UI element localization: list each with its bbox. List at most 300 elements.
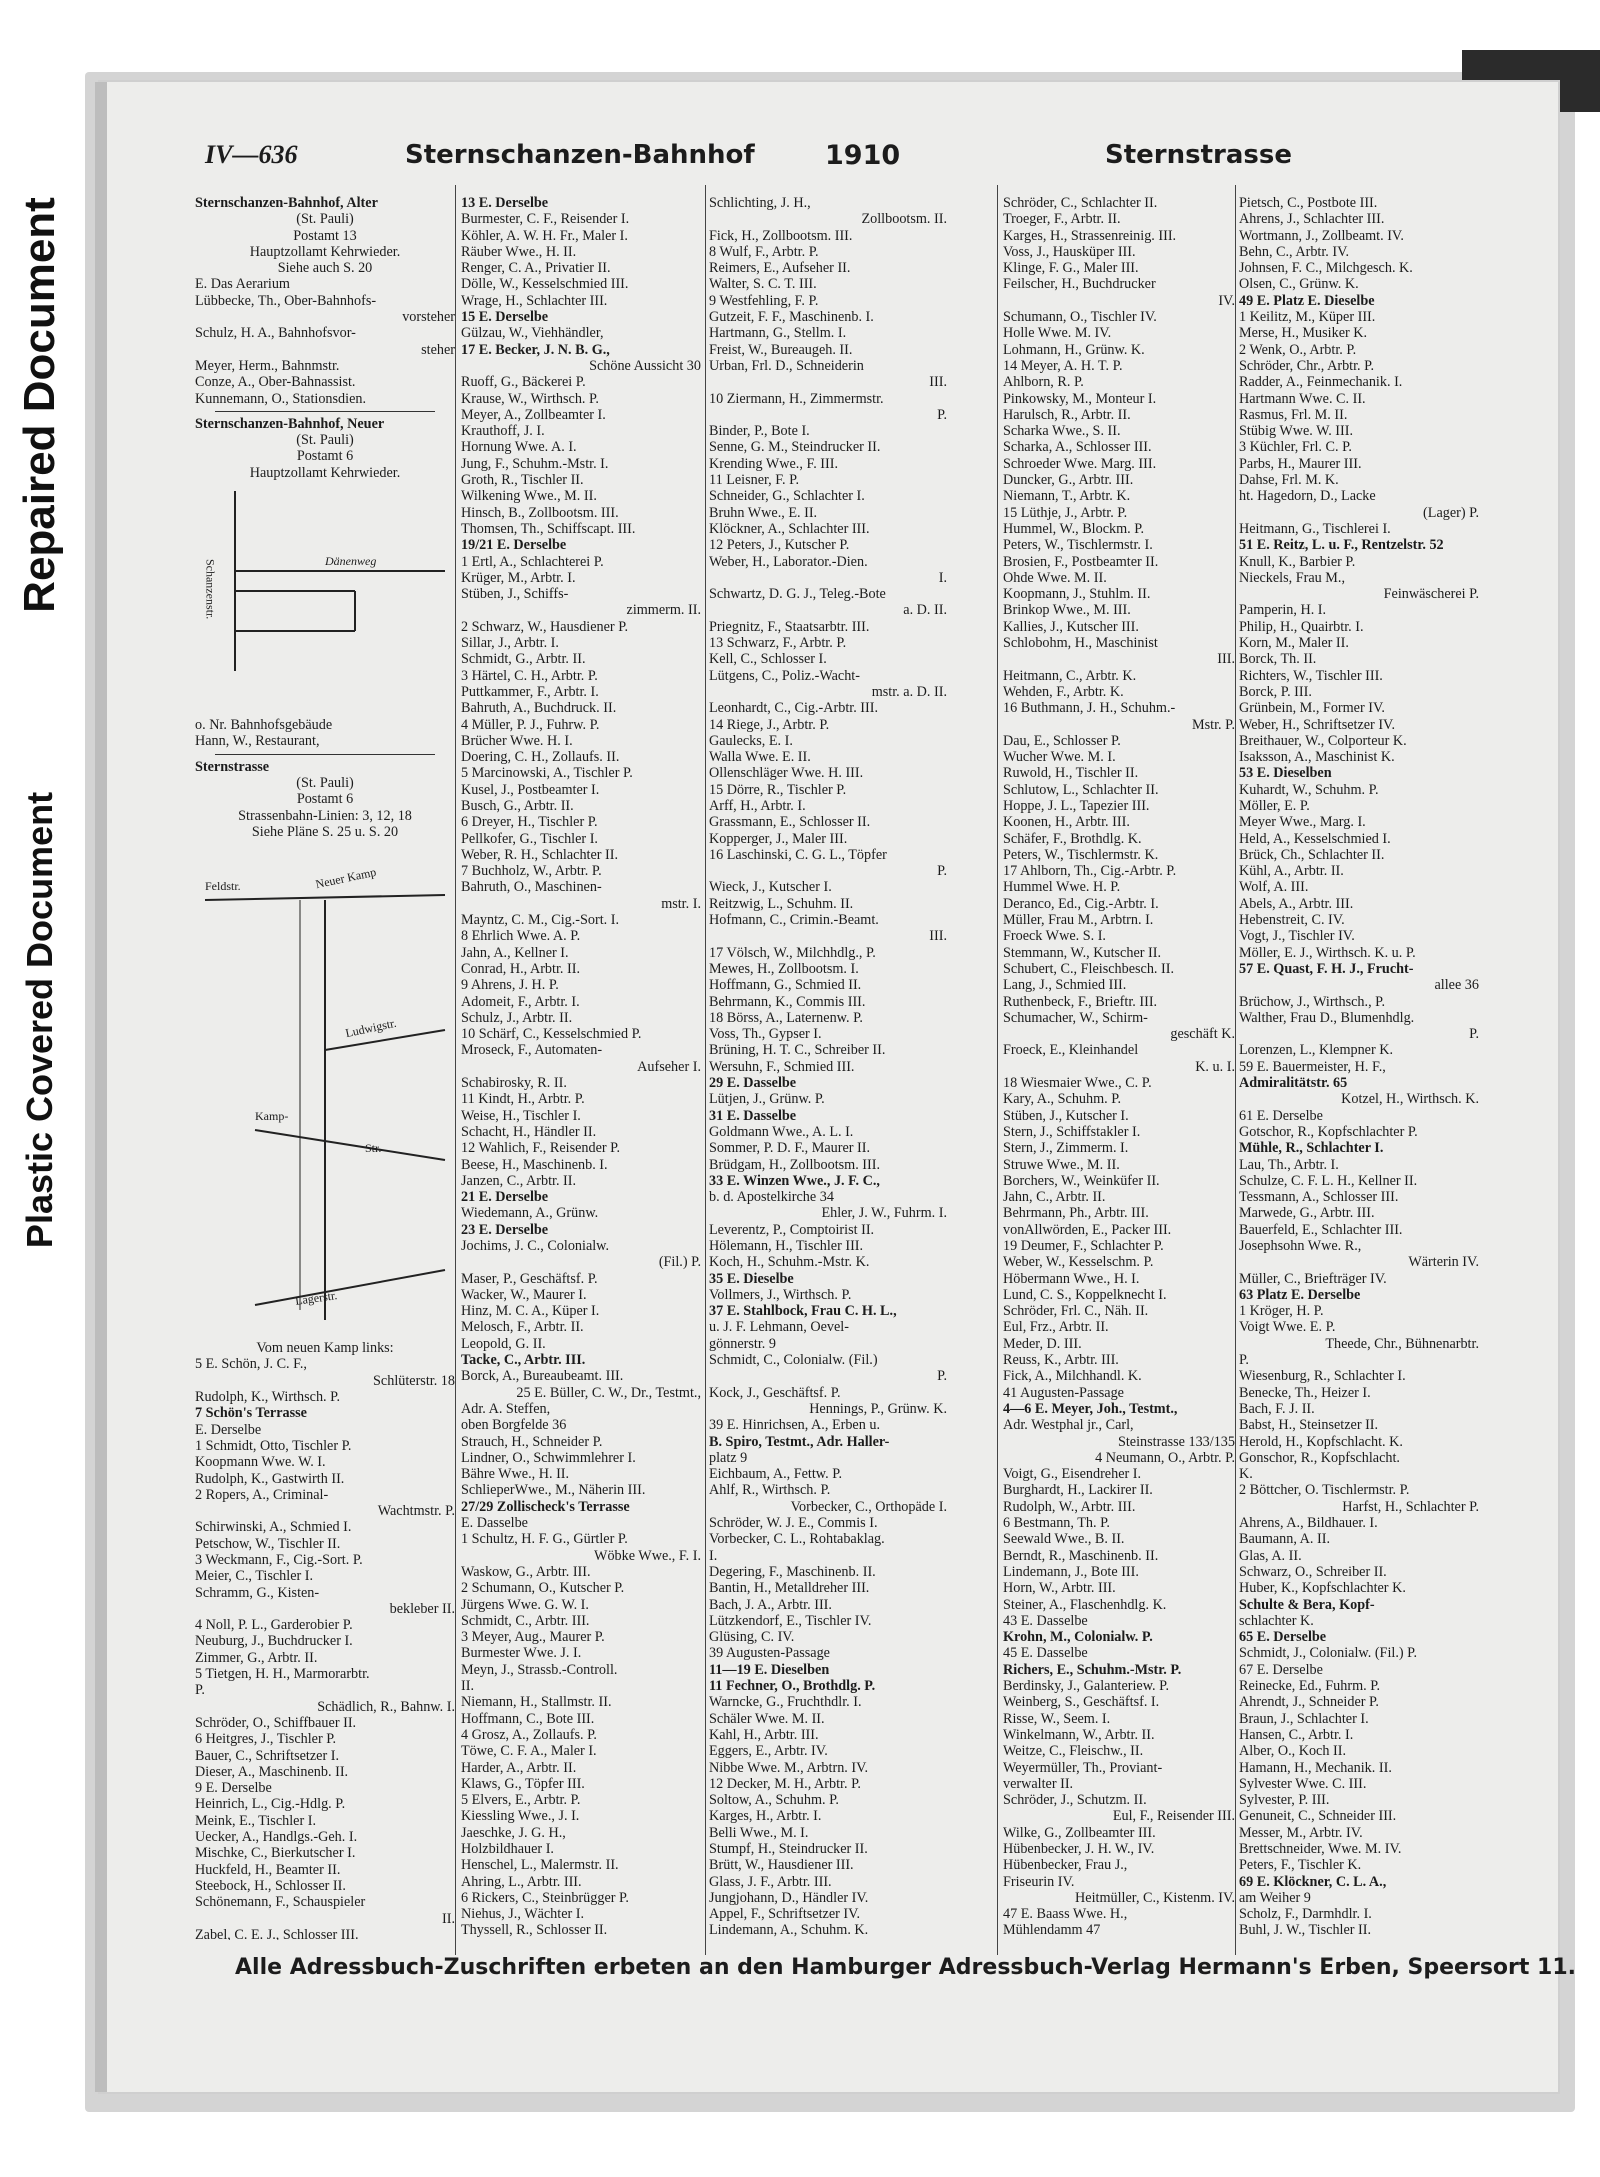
entry-line: Brüchow, J., Wirthsch., P. [1239, 993, 1386, 1010]
bahnhof-street-map [195, 481, 455, 717]
entry-line: 18 Wiesmaier Wwe., C. P. [1003, 1075, 1152, 1092]
entry-line: Köhler, A. W. H. Fr., Maler I. [461, 227, 628, 244]
entry-line: Harfst, H., Schlachter P. [1342, 1498, 1479, 1515]
entry-line: 12 Wahlich, F., Reisender P. [461, 1140, 621, 1157]
entry-line: Benecke, Th., Heizer I. [1239, 1384, 1371, 1401]
entry-line: Parbs, H., Maurer III. [1239, 455, 1362, 472]
entry-line: 5 Tietgen, H. H., Marmorarbtr. [195, 1666, 370, 1683]
entry-line: Gotschor, R., Kopfschlachter P. [1239, 1123, 1418, 1140]
entry-line: Aufseher I. [637, 1058, 701, 1075]
entry-line: Kallies, J., Kutscher III. [1003, 618, 1139, 635]
entry-line: 35 E. Dieselbe [709, 1270, 794, 1287]
entry-line: P. [937, 863, 947, 880]
entry-line: Grünbein, M., Former IV. [1239, 700, 1385, 717]
entry-line: Senne, G. M., Steindrucker II. [709, 439, 881, 456]
column-3 [709, 195, 947, 1940]
entry-line: Meier, C., Tischler I. [195, 1568, 314, 1585]
entry-line: 41 Augusten-Passage [1003, 1384, 1124, 1401]
entry-line: Adr. A. Steffen, [461, 1400, 551, 1417]
entry-line: Lindemann, J., Bote III. [1003, 1563, 1139, 1580]
entry-line: Pamperin, H. I. [1239, 602, 1327, 619]
entry-line: 53 E. Dieselben [1239, 765, 1332, 782]
entry-line: 49 E. Platz E. Dieselbe [1239, 292, 1375, 309]
entry-line: Ruwold, H., Tischler II. [1003, 765, 1139, 782]
entry-line: Struwe Wwe., M. II. [1003, 1156, 1120, 1173]
entry-line [709, 1939, 947, 1940]
entry-line: Krohn, M., Colonialw. P. [1003, 1629, 1153, 1646]
entry-line: Kary, A., Schuhm. P. [1003, 1091, 1122, 1108]
entry-line: Holle Wwe. M. IV. [1003, 325, 1112, 342]
entry-line: Wehden, F., Arbtr. K. [1003, 683, 1124, 700]
entry-line: Ahrens, A., Bildhauer. I. [1239, 1515, 1378, 1532]
entry-line: Schroeder Wwe. Marg. III. [1003, 455, 1157, 472]
entry-line: Eul, F., Reisender III. [1112, 1808, 1235, 1825]
entry-line: Theede, Chr., Bühnenarbtr. [1325, 1335, 1479, 1352]
entry-line: Froeck, E., Kleinhandel [1003, 1042, 1139, 1059]
entry-line: Held, A., Kesselschmied I. [1239, 830, 1391, 847]
entry-line: Weise, H., Tischler I. [461, 1107, 581, 1124]
entry-line: Zimmer, G., Arbtr. II. [195, 1649, 318, 1666]
entry-line: Reitzwig, L., Schuhm. II. [709, 895, 854, 912]
entry-line: Jung, F., Schuhm.-Mstr. I. [461, 455, 609, 472]
entry-line: Renger, C. A., Privatier II. [461, 260, 611, 277]
entry-line: 4 Noll, P. L., Garderobier P. [195, 1617, 353, 1634]
entry-line: Meyer, Herm., Bahnmstr. [195, 357, 340, 374]
entry-line: Winkelmann, W., Arbtr. II. [1003, 1726, 1155, 1743]
entry-line: Sternschanzen-Bahnhof, Alter [195, 195, 378, 211]
entry-line: P. [195, 1682, 205, 1699]
entry-line: 7 Schön's Terrasse [195, 1405, 307, 1422]
entry-line: P. [1239, 1352, 1249, 1369]
entry-line: Mewes, H., Zollbootsm. I. [709, 960, 859, 977]
entry-line: Neuburg, J., Buchdrucker I. [195, 1633, 353, 1650]
map-street-label: Schanzenstr. [203, 559, 218, 620]
entry-line: Wolf, A. III. [1239, 879, 1309, 896]
entry-line: 9 Ahrens, J. H. P. [461, 977, 559, 994]
entry-line: schlachter K. [1239, 1612, 1314, 1629]
entry-line: Schulz, H. A., Bahnhofsvor- [195, 325, 356, 342]
entry-line: Schröder, J., Schutzm. II. [1003, 1792, 1147, 1809]
entry-line: Wieck, J., Kutscher I. [709, 879, 832, 896]
entry-line: 25 E. Büller, C. W., Dr., Testmt., [516, 1384, 701, 1401]
entry-line: Ohde Wwe. M. II. [1003, 569, 1107, 586]
entry-line: Ehler, J. W., Fuhrm. I. [821, 1205, 947, 1222]
entry-line: Hann, W., Restaurant, [195, 733, 320, 750]
entry-line: Hoppe, J. L., Tapezier III. [1003, 797, 1150, 814]
entry-line: Hinsch, B., Zollbootsm. III. [461, 504, 619, 521]
entry-line: (St. Pauli) [296, 211, 354, 228]
entry-line: Bahruth, A., Buchdruck. II. [461, 700, 617, 717]
entry-line: Hansen, C., Arbtr. I. [1239, 1726, 1354, 1743]
entry-line: K. [1239, 1466, 1253, 1483]
entry-line: Schacht, H., Händler II. [461, 1123, 597, 1140]
entry-line: II. [461, 1678, 474, 1695]
entry-line: Höbermann Wwe., H. I. [1003, 1270, 1140, 1287]
entry-line: Brück, Ch., Schlachter II. [1239, 846, 1385, 863]
entry-line: Warncke, G., Fruchthdlr. I. [709, 1694, 862, 1711]
entry-line: (St. Pauli) [296, 774, 354, 791]
entry-line: Peters, F., Tischler K. [1239, 1857, 1362, 1874]
entry-line: Bach, F. J. II. [1239, 1400, 1315, 1417]
entry-line: Lützkendorf, E., Tischler IV. [709, 1612, 872, 1629]
entry-line: Wöbke Wwe., F. I. [594, 1547, 701, 1564]
entry-line: Gonschor, R., Kopfschlacht. [1239, 1449, 1400, 1466]
entry-line: 13 Schwarz, F., Arbtr. P. [709, 635, 847, 652]
entry-line: Busch, G., Arbtr. II. [461, 797, 574, 814]
entry-line: Gutzeit, F. F., Maschinenb. I. [709, 309, 874, 326]
entry-line: Voss, J., Hausküper III. [1003, 243, 1136, 260]
entry-line: Braun, J., Schlachter I. [1239, 1710, 1369, 1727]
entry-line: Risse, W., Seem. I. [1003, 1710, 1111, 1727]
entry-line: Jochims, J. C., Colonialw. [461, 1238, 610, 1254]
entry-line: Mischke, C., Bierkutscher I. [195, 1845, 356, 1862]
entry-line: Bauerfeld, E., Schlachter III. [1239, 1221, 1403, 1238]
entry-line: Janzen, C., Arbtr. II. [461, 1172, 577, 1189]
entry-line: Adomeit, F., Arbtr. I. [461, 993, 580, 1010]
entry-line: Kiessling Wwe., J. I. [461, 1808, 580, 1825]
entry-line: Korn, M., Maler II. [1239, 635, 1349, 652]
entry-line: Schönemann, F., Schauspieler [195, 1894, 366, 1911]
entry-line: allee 36 [1434, 977, 1479, 994]
entry-line: 11 Kindt, H., Arbtr. P. [461, 1091, 585, 1108]
entry-line: Kunnemann, O., Stationsdien. [195, 390, 367, 407]
entry-line: Richters, W., Tischler III. [1239, 667, 1383, 684]
entry-line: 6 Dreyer, H., Tischler P. [461, 814, 598, 831]
entry-line: Henschel, L., Malermstr. II. [461, 1857, 619, 1874]
entry-line: Schlüterstr. 18 [373, 1372, 455, 1389]
entry-line: Schmidt, J., Colonialw. (Fil.) P. [1239, 1645, 1418, 1662]
entry-line: Vogt, J., Tischler IV. [1239, 928, 1355, 945]
entry-line: Brosien, F., Postbeamter II. [1003, 553, 1159, 570]
entry-line: Lindner, O., Schwimmlehrer I. [461, 1449, 636, 1466]
entry-line: Strauch, H., Schneider P. [461, 1433, 603, 1450]
entry-line: Pietsch, C., Postbote III. [1239, 195, 1378, 211]
map-street-label: Dänenweg [325, 554, 377, 569]
entry-line: Borck, P. III. [1239, 683, 1312, 700]
entry-line: vorsteher [402, 309, 455, 326]
entry-line: Feinwäscherei P. [1383, 586, 1479, 603]
entry-line: Schlichting, J. H., [709, 195, 811, 211]
entry-line: Eggers, E., Arbtr. IV. [709, 1743, 828, 1760]
entry-line: 11—19 E. Dieselben [709, 1661, 830, 1678]
entry-line: Dieser, A., Maschinenb. II. [195, 1763, 349, 1780]
entry-line: Kusel, J., Postbeamter I. [461, 781, 600, 798]
sternstrasse-street-map [195, 840, 455, 1340]
entry-line: Arff, H., Arbtr. I. [709, 797, 806, 814]
entry-line: Deranco, Ed., Cig.-Arbtr. I. [1003, 895, 1159, 912]
entry-line: Messer, M., Arbtr. IV. [1239, 1824, 1363, 1841]
entry-line: Weber, R. H., Schlachter II. [461, 846, 619, 863]
entry-line: 6 Bestmann, Th. P. [1003, 1515, 1110, 1532]
entry-line: Reuss, K., Arbtr. III. [1003, 1352, 1119, 1369]
entry-line: E. Dasselbe [461, 1515, 528, 1532]
entry-line: Voigt Wwe. E. P. [1239, 1319, 1336, 1336]
entry-line: mstr. a. D. II. [871, 683, 947, 700]
entry-line: 51 E. Reitz, L. u. F., Rentzelstr. 52 [1239, 537, 1444, 554]
entry-line: Koopmann, J., Stuhlm. II. [1003, 586, 1151, 603]
entry-line: Karges, H., Arbtr. I. [709, 1808, 822, 1825]
entry-line: 69 E. Klöckner, C. L. A., [1239, 1873, 1387, 1890]
entry-line: 13 E. Derselbe [461, 195, 549, 211]
entry-line: Merse, H., Musiker K. [1239, 325, 1368, 342]
entry-line: Reinecke, Ed., Fuhrm. P. [1239, 1678, 1381, 1695]
entry-line: Sylvester, P. III. [1239, 1792, 1330, 1809]
entry-line: Ruthenbeck, F., Brieftr. III. [1003, 993, 1158, 1010]
entry-line: 17 E. Becker, J. N. B. G., [461, 341, 610, 358]
entry-line: Schmidt, G., Arbtr. II. [461, 651, 586, 668]
entry-line: 3 Weckmann, F., Cig.-Sort. P. [195, 1551, 363, 1568]
entry-line: Grassmann, E., Schlosser II. [709, 814, 871, 831]
entry-line: Niehus, J., Wächter I. [461, 1906, 585, 1923]
entry-line: Thyssell, R., Schlosser II. [461, 1922, 608, 1939]
entry-line: Admiralitätstr. 65 [1239, 1075, 1348, 1092]
entry-line: Stübig Wwe. W. III. [1239, 423, 1354, 440]
entry-line: Ruoff, G., Bäckerei P. [461, 374, 586, 391]
entry-line: Hartmann, G., Stellm. I. [709, 325, 847, 342]
entry-line: Postamt 13 [293, 227, 357, 244]
entry-line: Voigt, G., Eisendreher I. [1003, 1466, 1142, 1483]
entry-line: Steiner, A., Flaschenhdlg. K. [1003, 1596, 1167, 1613]
entry-line: Heitmann, G., Tischlerei I. [1239, 520, 1391, 537]
entry-line: 3 Küchler, Frl. C. P. [1239, 439, 1352, 456]
map-street-label: Feldstr. [205, 879, 241, 894]
entry-line: Hartmann Wwe. C. II. [1239, 390, 1366, 407]
entry-line: Conze, A., Ober-Bahnassist. [195, 374, 356, 391]
entry-line: Mroseck, F., Automaten- [461, 1042, 603, 1059]
entry-line: 1 Keilitz, M., Küper III. [1239, 309, 1376, 326]
entry-line: Urban, Frl. D., Schneiderin [709, 357, 864, 374]
entry-line: Lindemann, A., Schuhm. K. [709, 1922, 869, 1939]
entry-line: Lund, C. S., Koppelknecht I. [1003, 1286, 1167, 1303]
entry-line: Peters, W., Tischlermstr. I. [1003, 537, 1153, 554]
entry-line: P. [937, 406, 947, 423]
entry-line: Wilke, G., Zollbeamter III. [1003, 1824, 1156, 1841]
plastic-covered-label: Plastic Covered Document [19, 791, 61, 1249]
column-4 [1003, 195, 1235, 1940]
column-rule [455, 185, 456, 1955]
entry-line: Behrmann, K., Commis III. [709, 993, 866, 1010]
entry-line: Mühle, R., Schlachter I. [1239, 1140, 1384, 1157]
entry-line: Brütt, W., Hausdiener III. [709, 1857, 854, 1874]
entry-line: Ahring, L., Arbtr. III. [461, 1873, 582, 1890]
entry-line: 2 Wenk, O., Arbtr. P. [1239, 341, 1357, 358]
entry-line: 17 Ahlborn, Th., Cig.-Arbtr. P. [1003, 863, 1177, 880]
entry-line: Niemann, T., Arbtr. K. [1003, 488, 1131, 505]
entry-line: Schirwinski, A., Schmied I. [195, 1519, 352, 1536]
entry-line: Hauptzollamt Kehrwieder. [249, 243, 401, 260]
entry-line: Schneider, G., Schlachter I. [709, 488, 865, 505]
entry-line: Niemann, H., Stallmstr. II. [461, 1694, 612, 1711]
entry-line: Burghardt, H., Lackirer II. [1003, 1482, 1153, 1499]
entry-line: Groth, R., Tischler II. [461, 472, 584, 489]
entry-line: geschäft K. [1170, 1026, 1235, 1043]
entry-line: 1 Schultz, H. F. G., Gürtler P. [461, 1531, 628, 1548]
entry-line: 39 E. Hinrichsen, A., Erben u. [709, 1417, 881, 1434]
entry-line: 1 Kröger, H. P. [1239, 1303, 1324, 1320]
entry-line: Kühl, A., Arbtr. II. [1239, 863, 1344, 880]
entry-line: Müller, Frau M., Arbtrn. I. [1003, 912, 1154, 929]
entry-line: 4 Neumann, O., Arbtr. P. [1095, 1449, 1235, 1466]
entry-line: Bauer, C., Schriftsetzer I. [195, 1747, 340, 1764]
entry-line: Wiedemann, A., Grünw. [461, 1205, 599, 1222]
entry-line: Glass, J. F., Arbtr. III. [709, 1873, 832, 1890]
entry-line: Rasmus, Frl. M. II. [1239, 406, 1348, 423]
entry-line: Jungjohann, D., Händler IV. [709, 1889, 869, 1906]
entry-line: 18 Börss, A., Laternenw. P. [709, 1009, 863, 1026]
entry-line: Hennings, P., Grünw. K. [809, 1400, 947, 1417]
entry-line: Waskow, G., Arbtr. III. [461, 1563, 591, 1580]
entry-line: Horn, W., Arbtr. III. [1003, 1580, 1116, 1597]
entry-line: 10 Schärf, C., Kesselschmied P. [461, 1026, 642, 1043]
map-street-label: Ludwigstr. [344, 1015, 398, 1041]
entry-line: Tacke, C., Arbtr. III. [461, 1352, 586, 1369]
entry-line: Baumann, A. II. [1239, 1531, 1331, 1548]
entry-line: Töwe, C. F. A., Maler I. [461, 1743, 597, 1760]
entry-line: bekleber II. [389, 1600, 455, 1617]
entry-line: Hoffmann, C., Bote III. [461, 1710, 595, 1727]
entry-line: Brinkop Wwe., M. III. [1003, 602, 1131, 619]
entry-line: Vorbecker, C., Orthopäde I. [790, 1498, 947, 1515]
entry-line: Postamt 6 [296, 448, 354, 465]
entry-line: 4 Müller, P. J., Fuhrw. P. [461, 716, 600, 733]
entry-line: Knull, K., Barbier P. [1239, 553, 1356, 570]
entry-line: Hamann, H., Mechanik. II. [1239, 1759, 1392, 1776]
entry-line: Fick, A., Milchhandl. K. [1003, 1368, 1142, 1385]
column-1 [195, 195, 455, 1940]
entry-line: Hölemann, H., Tischler III. [709, 1238, 864, 1254]
entry-line: Jürgens Wwe. G. W. I. [461, 1596, 589, 1613]
entry-line: 31 E. Dasselbe [709, 1107, 797, 1124]
entry-line: 5 E. Schön, J. C. F., [195, 1356, 307, 1373]
entry-line: I. [938, 569, 947, 586]
entry-line: Schröder, O., Schiffbauer II. [195, 1714, 357, 1731]
entry-line: 2 Böttcher, O. Tischlermstr. P. [1239, 1482, 1410, 1499]
entry-line: 17 Völsch, W., Milchhdlg., P. [709, 944, 876, 961]
entry-line: Huckfeld, H., Beamter II. [195, 1861, 341, 1878]
entry-line: (Lager) P. [1423, 504, 1479, 521]
entry-line: Schlobohm, H., Maschinist [1003, 635, 1158, 652]
entry-line: 15 Dörre, R., Tischler P. [709, 781, 847, 798]
entry-line: Ahlborn, R. P. [1003, 374, 1084, 391]
entry-line: Wortmann, J., Zollbeamt. IV. [1239, 227, 1404, 244]
entry-line: Sillar, J., Arbtr. I. [461, 635, 559, 652]
entry-line: Krauthoff, J. I. [461, 423, 545, 440]
entry-line: o. Nr. Bahnhofsgebäude [195, 717, 333, 734]
entry-line: Weber, H., Laborator.-Dien. [709, 553, 868, 570]
entry-line: Holzbildhauer I. [461, 1840, 554, 1857]
entry-line: 47 E. Baass Wwe. H., [1003, 1906, 1128, 1923]
entry-line: Rudolph, W., Arbtr. III. [1003, 1498, 1136, 1515]
entry-line: Duncker, G., Arbtr. III. [1003, 472, 1134, 489]
entry-line: Abels, A., Arbtr. III. [1239, 895, 1354, 912]
entry-line: Freist, W., Bureaugeh. II. [709, 341, 853, 358]
entry-line: Weber, W., Kesselschm. P. [1003, 1254, 1154, 1271]
entry-line: oben Borgfelde 36 [461, 1417, 567, 1434]
entry-line: Müller, C., Briefträger IV. [1239, 1270, 1387, 1287]
entry-line: Hummel, W., Blockm. P. [1003, 520, 1145, 537]
entry-line: Karges, H., Strassenreinig. III. [1003, 227, 1177, 244]
entry-line: Schumacher, W., Schirm- [1003, 1009, 1148, 1026]
entry-line: 9 E. Derselbe [195, 1780, 272, 1797]
entry-line: Schramm, G., Kisten- [195, 1584, 320, 1601]
entry-line: Krending Wwe., F. III. [709, 455, 839, 472]
entry-line: Stüben, J., Kutscher I. [1003, 1107, 1129, 1124]
entry-line: III. [1217, 651, 1235, 668]
entry-line: Klaws, G., Töpfer III. [461, 1775, 585, 1792]
entry-line: B. Spiro, Testmt., Adr. Haller- [709, 1433, 890, 1450]
entry-line: Philip, H., Quairbtr. I. [1239, 618, 1364, 635]
entry-line: II. [442, 1910, 455, 1927]
entry-line: 39 Augusten-Passage [709, 1645, 830, 1662]
entry-line: Scholz, F., Darmhdlr. I. [1239, 1906, 1372, 1923]
entry-line: Troeger, F., Arbtr. II. [1003, 211, 1121, 228]
entry-line: Schädlich, R., Bahnw. I. [317, 1698, 455, 1715]
entry-line: E. Derselbe [195, 1421, 262, 1438]
entry-line: Petschow, W., Tischler II. [195, 1535, 341, 1552]
entry-line: Walter, S. C. T. III. [709, 276, 817, 293]
entry-line: Richers, E., Schuhm.-Mstr. P. [1003, 1661, 1182, 1678]
entry-line: Kuhardt, W., Schuhm. P. [1239, 781, 1379, 798]
entry-line: 9 Westfehling, F. P. [709, 292, 819, 309]
entry-line: 14 Meyer, A. H. T. P. [1003, 357, 1123, 374]
entry-line: gönnerstr. 9 [709, 1335, 776, 1352]
entry-line: Weber, H., Schriftsetzer IV. [1239, 716, 1396, 733]
entry-line: Olsen, C., Grünw. K. [1239, 276, 1359, 293]
entry-line: Klinge, F. G., Maler III. [1003, 260, 1139, 277]
entry-line: Vom neuen Kamp links: [256, 1340, 394, 1357]
entry-line: Möller, E. P. [1239, 797, 1310, 814]
entry-line: Burmester Wwe. J. I. [461, 1645, 582, 1662]
entry-line: Walther, Frau D., Blumenhdlg. [1239, 1009, 1415, 1026]
entry-line: Borck, A., Bureaubeamt. III. [461, 1368, 624, 1385]
entry-line: Doering, C. H., Zollaufs. II. [461, 749, 620, 766]
entry-line: Wacker, W., Maurer I. [461, 1286, 587, 1303]
entry-line: Bahruth, O., Maschinen- [461, 879, 602, 896]
entry-line: Kopperger, J., Maler III. [709, 830, 848, 847]
entry-line: am Weiher 9 [1239, 1889, 1311, 1906]
entry-line: 16 Buthmann, J. H., Schuhm.- [1003, 700, 1176, 717]
entry-line: Ahrendt, J., Schneider P. [1239, 1694, 1379, 1711]
entry-line: Melosch, F., Arbtr. II. [461, 1319, 584, 1336]
header-year: 1910 [825, 140, 901, 171]
entry-line: Postamt 6 [296, 791, 354, 808]
entry-line: Schulz, J., Arbtr. II. [461, 1009, 573, 1026]
entry-line: 27/29 Zollischeck's Terrasse [461, 1498, 630, 1515]
entry-line: 57 E. Quast, F. H. J., Frucht- [1239, 960, 1414, 977]
entry-line: Ahrens, J., Schlachter III. [1239, 211, 1385, 228]
entry-line: 1 Schmidt, Otto, Tischler P. [195, 1437, 352, 1454]
entry-line: Hinz, M. C. A., Küper I. [461, 1303, 600, 1320]
entry-line: Wilkening Wwe., M. II. [461, 488, 597, 505]
entry-line: Josephsohn Wwe. R., [1239, 1238, 1362, 1254]
entry-line: Schwarz, O., Schreiber II. [1239, 1563, 1387, 1580]
entry-line: Mstr. P. [1192, 716, 1235, 733]
entry-line: 8 Ehrlich Wwe. A. P. [461, 928, 581, 945]
entry-line: Degering, F., Maschinenb. II. [709, 1563, 876, 1580]
entry-line: Puttkammer, F., Arbtr. I. [461, 683, 599, 700]
entry-line: Wucher Wwe. M. I. [1003, 749, 1116, 766]
entry-line: Vollmers, J., Wirthsch. P. [709, 1286, 852, 1303]
entry-line: 23 E. Derselbe [461, 1221, 549, 1238]
entry-line: Brüning, H. T. C., Schreiber II. [709, 1042, 886, 1059]
header-left-title: Sternschanzen-Bahnhof [405, 140, 755, 170]
entry-line: Borck, Th. II. [1239, 651, 1317, 668]
entry-line: Lau, Th., Arbtr. I. [1239, 1156, 1339, 1173]
entry-line: Pellkofer, G., Tischler I. [461, 830, 598, 847]
entry-line: zimmerm. II. [626, 602, 701, 619]
column-rule [1235, 185, 1236, 1955]
entry-line: Zabel, C. E. J., Schlosser III. [195, 1926, 359, 1940]
